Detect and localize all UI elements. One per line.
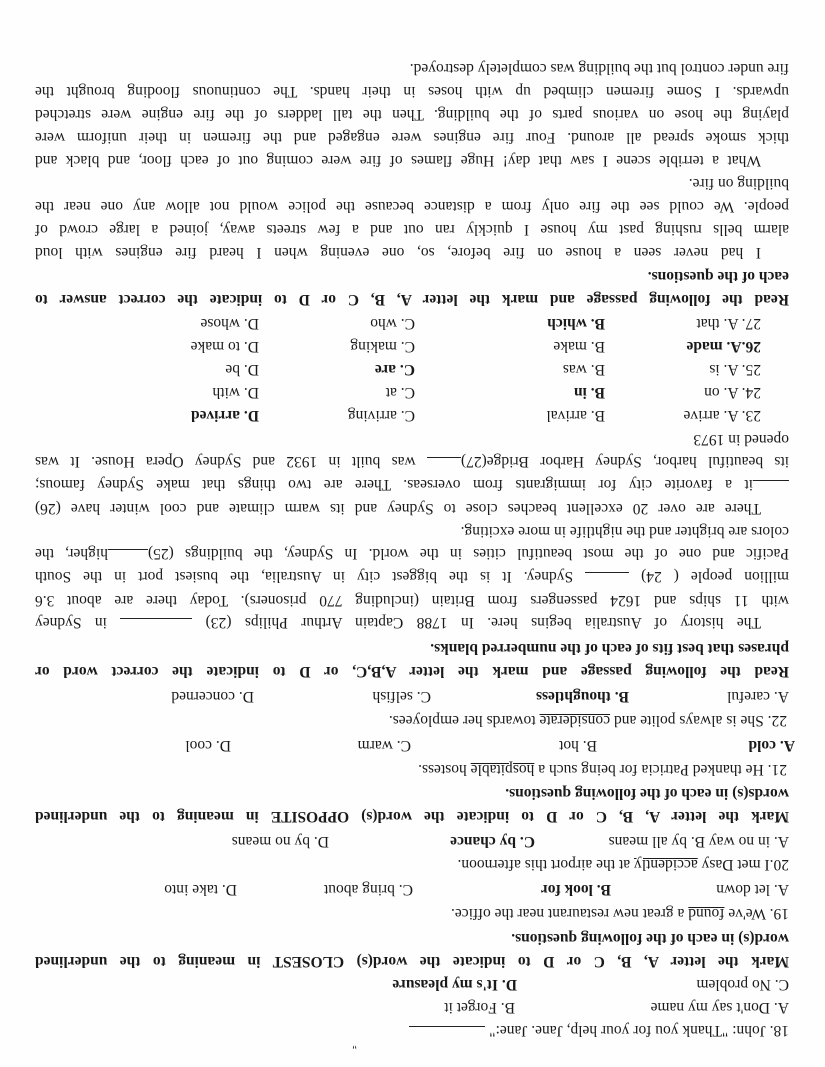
question-21: [418, 759, 787, 779]
question-20: [458, 854, 789, 874]
passage-text: The history of Australia begins here. In 1788 Captain Arthur Philips (23): [205, 614, 761, 631]
section-opposite-heading: Mark the letter A, B, C or D to indicate the word(s) OPPOSITE in meaning to the underlined: [35, 808, 789, 825]
question-22-underlined: considerate: [539, 712, 611, 729]
option-19a: A. let down: [716, 881, 789, 898]
passage-line: with 11 ships and 1624 passengers from Britain (including 770 prisoners). Today there are about 3.6: [35, 592, 789, 609]
passage-text: it a favorite city for immigrants from overseas. There are two things that make Sydney famous;: [35, 476, 753, 493]
question-20-text-end: at the airport this afternoon.: [457, 856, 635, 873]
question-21-text-end: hostess.: [418, 761, 471, 778]
passage-text: in Sydney: [34, 614, 107, 631]
passage-text: Sydney. It is the biggest city in Australia, the busiest port in the South: [34, 568, 574, 585]
option-27a: 27. A. that: [696, 315, 761, 332]
question-19: [451, 903, 789, 923]
passage-line: [35, 612, 761, 633]
question-20-underlined: accidently: [634, 856, 698, 873]
passage-line: thick smoke spread all around. Four fire engines were engaged and the firemen in their uniform were: [35, 129, 789, 146]
option-19b: B. look for: [540, 881, 611, 898]
option-24d: D. with: [212, 384, 259, 401]
option-27b: B. which: [547, 315, 605, 332]
option-25c: C. are: [374, 361, 415, 378]
question-19-text-end: a great new restaurant near the office.: [451, 905, 689, 922]
option-22b: B. thoughtless: [535, 688, 629, 705]
passage-line: building on fire.: [688, 175, 789, 192]
answer-blank: [409, 1026, 485, 1041]
passage-line: colors are brighter and the nightlife in more exciting.: [460, 523, 789, 540]
section-closest-heading: Mark the letter A, B, C or D to indicate the word(s) CLOSEST in meaning to the underlined: [35, 953, 789, 970]
section-reading-heading-2: each of the questions.: [647, 268, 789, 285]
blank-26: [753, 480, 789, 495]
option-24b: B. in: [573, 384, 605, 401]
passage-text: Pacific and one of the most beautiful cities in the world. In Sydney, the buildings (25): [147, 545, 789, 562]
question-21-underlined: hospitable: [470, 761, 535, 778]
option-22d: D. concerned: [171, 688, 254, 705]
option-27c: C. who: [370, 315, 415, 332]
option-26d: D. to make: [190, 338, 259, 355]
question-18-stem: 18. John: "Thank you for your help, Jane. Jane:": [489, 1022, 789, 1039]
passage-line: fire under control but the building was completely destroyed.: [409, 60, 789, 77]
question-20-text: 20.I met Dasy: [697, 856, 789, 873]
option-22a: A. careful: [727, 688, 789, 705]
question-22-text-end: towards her employees.: [388, 712, 540, 729]
blank-25: [108, 549, 148, 564]
option-21a: A. cold: [748, 737, 795, 754]
option-24a: 24. A. on: [704, 384, 761, 401]
passage-line: [35, 451, 789, 472]
passage-text: its beautiful harbor, Sydney Harbor Bridge(27): [460, 453, 789, 470]
option-22c: C. selfish: [372, 688, 431, 705]
option-18a: A. Don't say my name: [650, 999, 789, 1016]
option-26b: B. make: [553, 338, 605, 355]
option-20c: C. by chance: [450, 833, 535, 850]
passage-line: What a terrible scene I saw that day! Huge flames of fire were coming out of each floor, and black and: [35, 152, 761, 169]
section-opposite-heading-2: words(s) in each of the following questions.: [505, 785, 789, 802]
option-23a: 23. A. arrive: [683, 407, 761, 424]
option-23d: D. arrived: [190, 407, 259, 424]
passage-line: [35, 474, 789, 495]
section-reading-heading: Read the following passage and mark the letter A, B, C or D to indicate the correct answer to: [35, 291, 789, 308]
option-26c: C. making: [350, 338, 415, 355]
section-blanks-heading: Read the following passage and mark the letter A,B,C, or D to indicate the correct word or: [35, 663, 789, 680]
option-18c: C. No problem: [696, 976, 789, 993]
passage-line: playing the hose on various parts of the building. Then the tall ladders of the fire engine were stretched: [35, 106, 789, 123]
section-blanks-heading-2: phrases that best fits of each of the numberred blanks.: [430, 640, 789, 657]
passage-line: I had never seen a house on fire before, so, one evening when I heard fire engines with loud: [35, 244, 761, 261]
option-20d: D. by no means: [231, 833, 329, 850]
blank-24: [585, 572, 629, 587]
option-19c: C. bring about: [323, 881, 413, 898]
passage-line: people. We could see the fire only from a distance because the police would not allow any one near the: [35, 198, 789, 215]
option-24c: C. at: [385, 384, 415, 401]
passage-line: upwards. I Some firemen climbed up with hoses in their hands. The continuous flooding brought the: [35, 83, 789, 100]
option-27d: D. whose: [200, 315, 259, 332]
option-23b: B. arrival: [546, 407, 605, 424]
question-22-text: 22. She is always polite and: [610, 712, 787, 729]
option-18d: D. It's my pleasure: [392, 976, 517, 993]
passage-line: alarm bells rushing past my house I quickly ran out and a few streets away, joined a large crowd of: [35, 221, 789, 238]
option-25d: D. be: [225, 361, 259, 378]
blank-27: [427, 457, 461, 472]
question-22: [389, 710, 787, 730]
option-21b: B. hot: [559, 737, 597, 754]
question-18: [409, 1020, 789, 1041]
option-18b: B. Forget it: [444, 999, 515, 1016]
passage-line: opened in 1973: [693, 431, 789, 448]
section-closest-heading-2: word(s) in each of the following questions.: [511, 930, 789, 947]
question-19-text: 19. We've: [724, 905, 789, 922]
option-23c: C. arriving: [347, 407, 415, 424]
passage-text: million people ( 24): [641, 568, 789, 585]
option-19d: D. take into: [164, 881, 237, 898]
option-20a: A. in no way B. by all means: [608, 833, 789, 850]
passage-text: higher, the: [35, 545, 108, 562]
passage-line: [35, 566, 789, 587]
option-26a: 26.A. made: [686, 338, 761, 355]
option-25b: B. was: [562, 361, 605, 378]
passage-line: There are over 20 excellent beaches close to Sydney and its warm climate and cool winter have (26): [35, 500, 761, 517]
option-21d: D. cool: [185, 737, 231, 754]
blank-23: [120, 618, 192, 633]
option-25a: 25. A. is: [709, 361, 761, 378]
option-21c: C. warm: [357, 737, 411, 754]
passage-text: was built in 1932 and Sydney Opera House. It was: [35, 453, 416, 470]
passage-line: [35, 543, 789, 564]
question-21-text: 21. He thanked Patricia for being such a: [534, 761, 787, 778]
question-19-underlined: found: [688, 905, 725, 922]
close-quote: ": [352, 1038, 357, 1052]
